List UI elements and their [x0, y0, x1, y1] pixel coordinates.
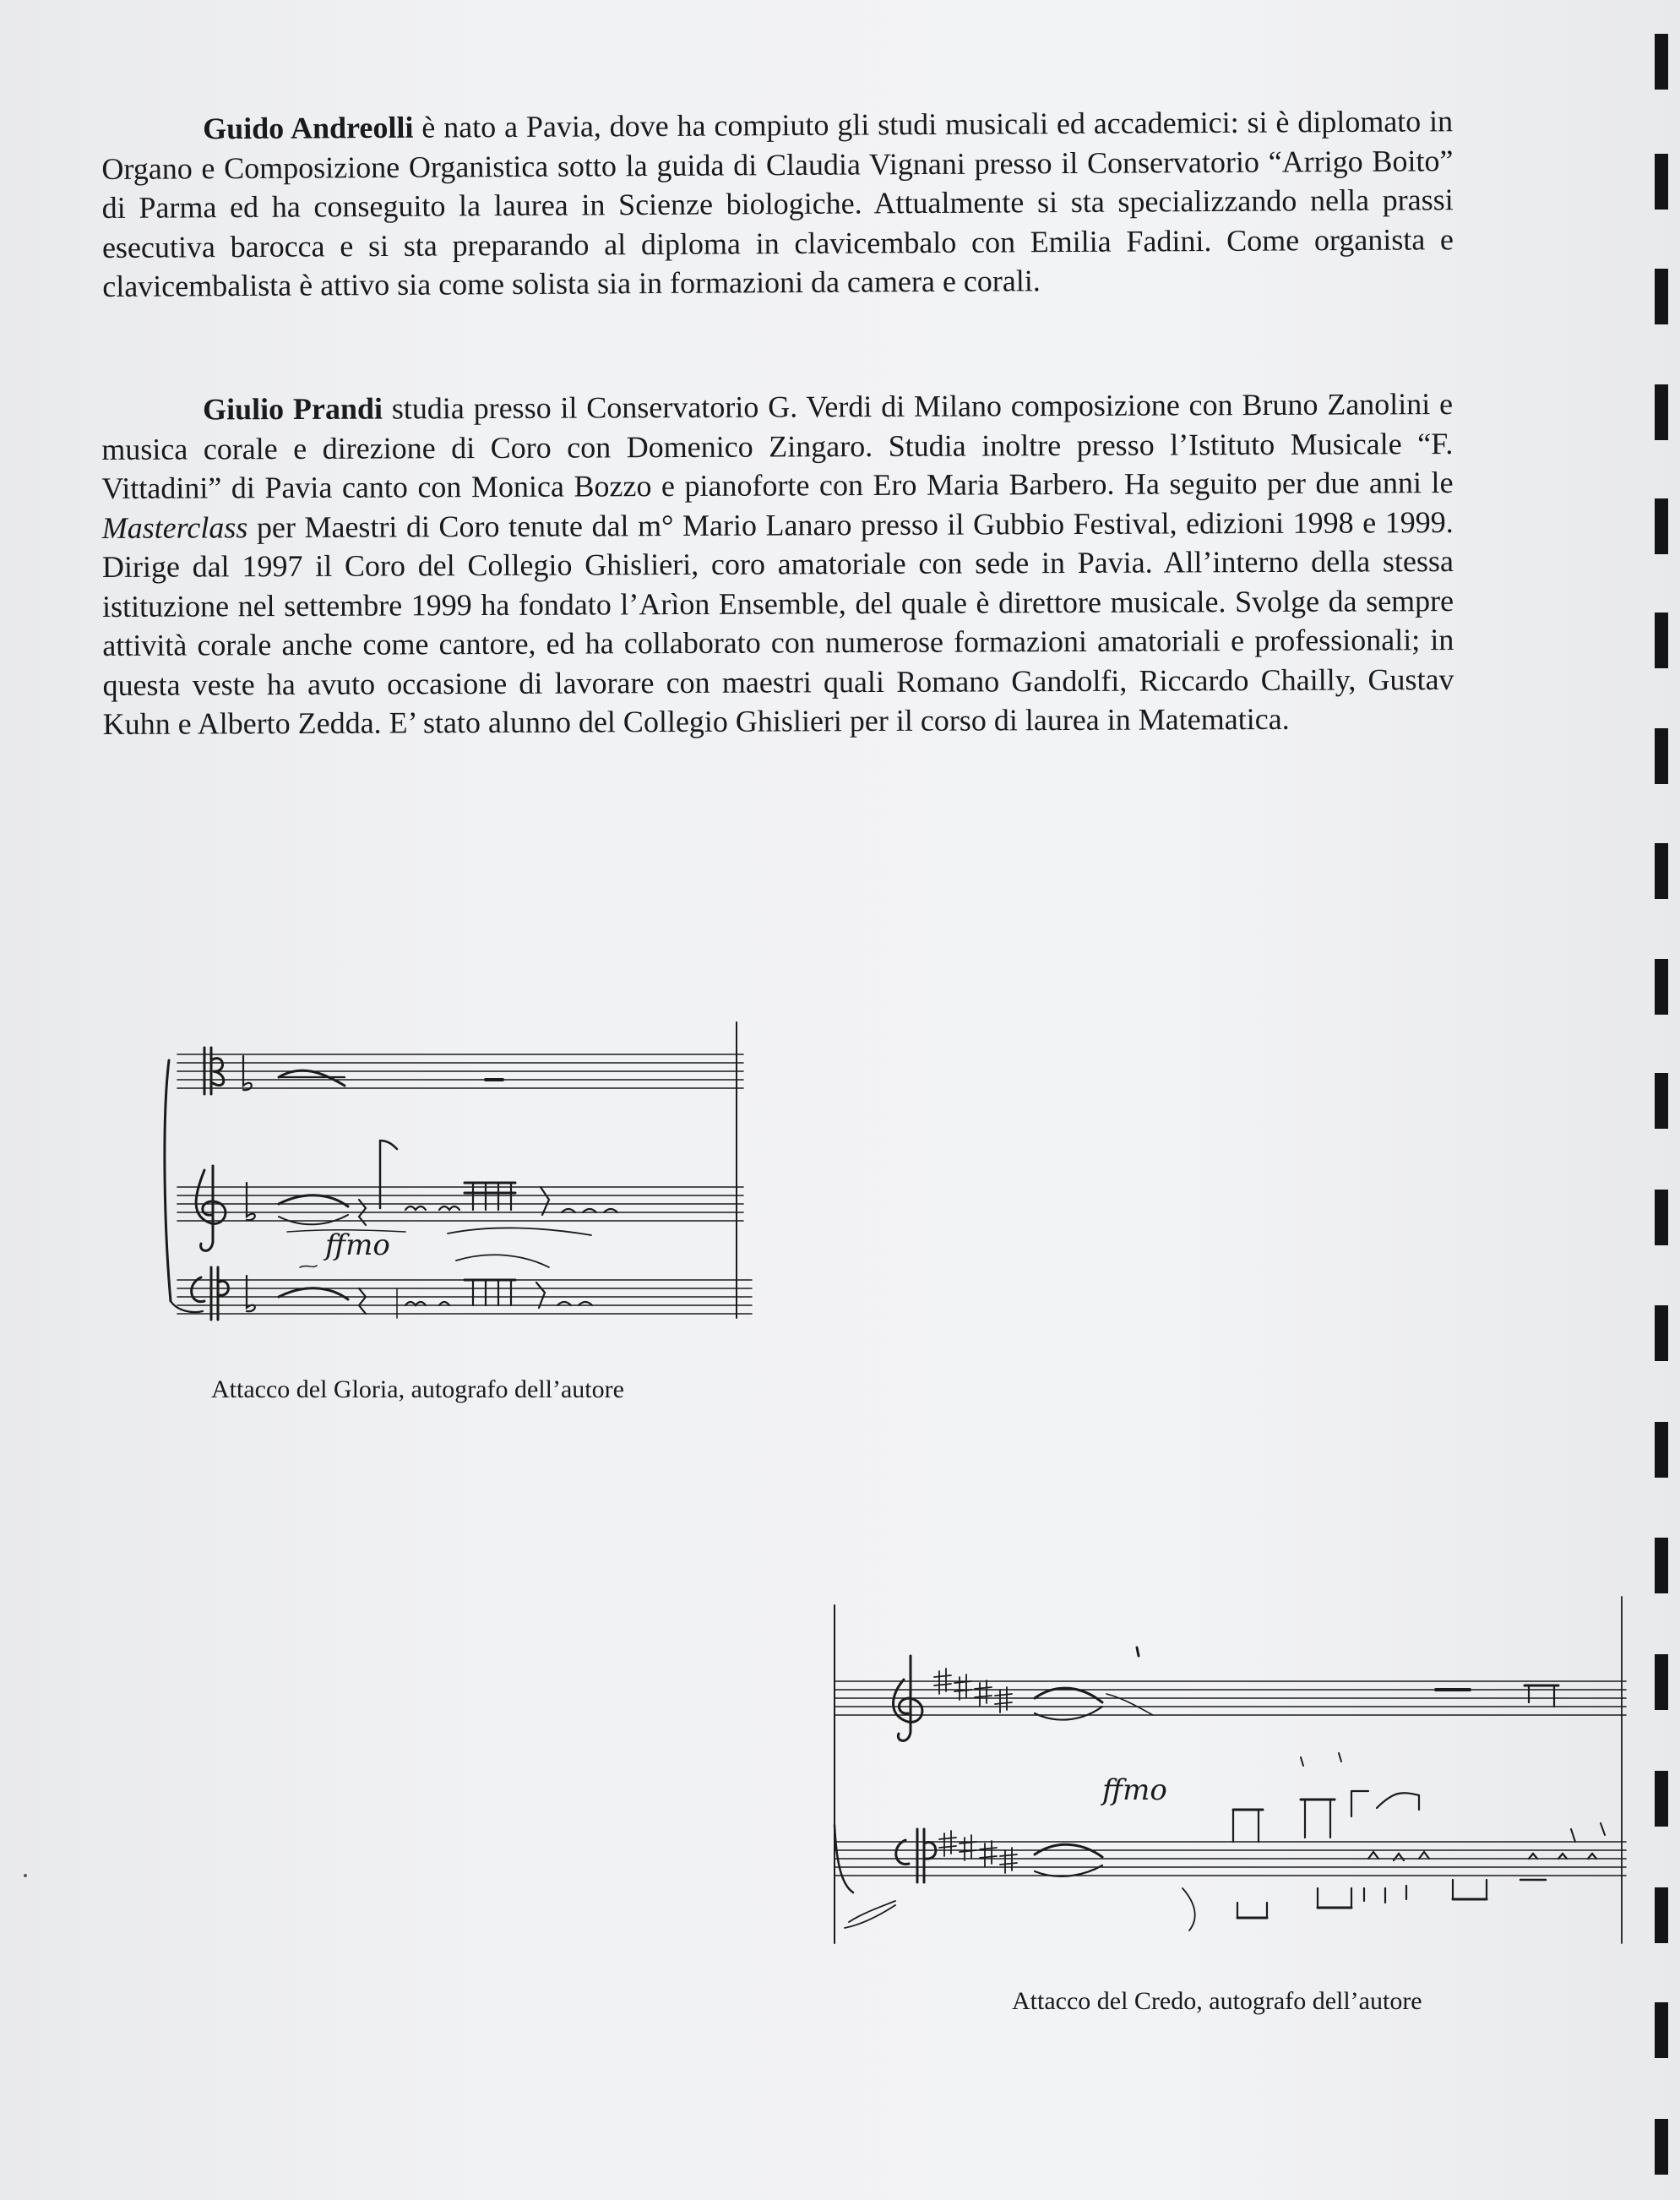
handwritten-marking: ffmo: [1102, 1773, 1167, 1807]
gloria-manuscript-image: [152, 1014, 760, 1335]
binding-strip: [1655, 1654, 1668, 1710]
biography-text: studia presso il Conservatorio G. Verdi di Milano composizione con Bruno Zanolini e musica corale e direzione di Coro con Domenico Zingaro. Studia inoltre presso l’Istituto Musicale “F. Vittadini” di Pavia canto con Monica Bozzo e pianoforte con Ero Maria Barbero. Ha seguito per due anni le: [101, 387, 1454, 505]
binding-strip: [1655, 498, 1668, 554]
binding-strip: [1655, 1422, 1668, 1478]
gloria-caption: Attacco del Gloria, autografo dell’autore: [211, 1375, 624, 1403]
binding-strip: [1655, 1538, 1668, 1593]
binding-strip: [1655, 1771, 1668, 1827]
binding-strip: [1655, 1887, 1668, 1943]
binding-strip: [1655, 2119, 1668, 2175]
biography-prandi: [101, 384, 1454, 743]
biography-text: è nato a Pavia, dove ha compiuto gli studi musicali ed accademici: si è diplomato in Organo e Composizione Organistica sotto la guida di Claudia Vignani presso il Conservatorio “Arrigo Boito” di Parma ed ha conseguito la laurea in Scienze biologiche. Attualmente si sta specializzando nella prassi esecutiva barocca e si sta preparando al diploma in clavicembalo con Emilia Fadini. Come organista e clavicembalista è attivo sia come solista sia in formazioni da camera e corali.: [101, 104, 1454, 303]
biography-text-continued: per Maestri di Coro tenute dal m° Mario Lanaro presso il Gubbio Festival, edizioni 1998 e 1999. Dirige dal 1997 il Coro del Collegio Ghislieri, coro amatoriale con sede in Pavia. All’interno della stessa istituzione nel settembre 1999 ha fondato l’Arìon Ensemble, del quale è direttore musicale. Svolge da sempre attività corale anche come cantore, ed ha collaborato con numerose formazioni amatoriali e professionali; in questa veste ha avuto occasione di lavorare con maestri quali Romano Gandolfi, Riccardo Chailly, Gustav Kuhn e Alberto Zedda. E’ stato alunno del Collegio Ghislieri per il corso di laurea in Matematica.: [101, 504, 1454, 741]
handwritten-marking: ffmo: [325, 1228, 390, 1262]
binding-strip: [1655, 613, 1668, 668]
binding-strip: [1655, 34, 1668, 90]
credo-manuscript-image: [811, 1588, 1634, 1969]
binding-strip: [1655, 959, 1668, 1015]
italic-term: Masterclass: [101, 509, 248, 545]
person-name: Giulio Prandi: [203, 391, 383, 427]
binding-strip: [1655, 1073, 1668, 1129]
binding-strip: [1655, 728, 1668, 784]
person-name: Guido Andreolli: [203, 110, 414, 146]
binding-strip: [1655, 843, 1668, 899]
paper-speck: [24, 1874, 27, 1877]
credo-caption: Attacco del Credo, autografo dell’autore: [1012, 1987, 1422, 2015]
binding-strip: [1655, 2002, 1668, 2058]
binding-strip: [1655, 1305, 1668, 1361]
biography-andreolli: [101, 101, 1454, 306]
binding-strip: [1655, 1190, 1668, 1245]
binding-strip: [1655, 269, 1668, 324]
binding-strip: [1655, 154, 1668, 210]
binding-strip: [1655, 384, 1668, 440]
